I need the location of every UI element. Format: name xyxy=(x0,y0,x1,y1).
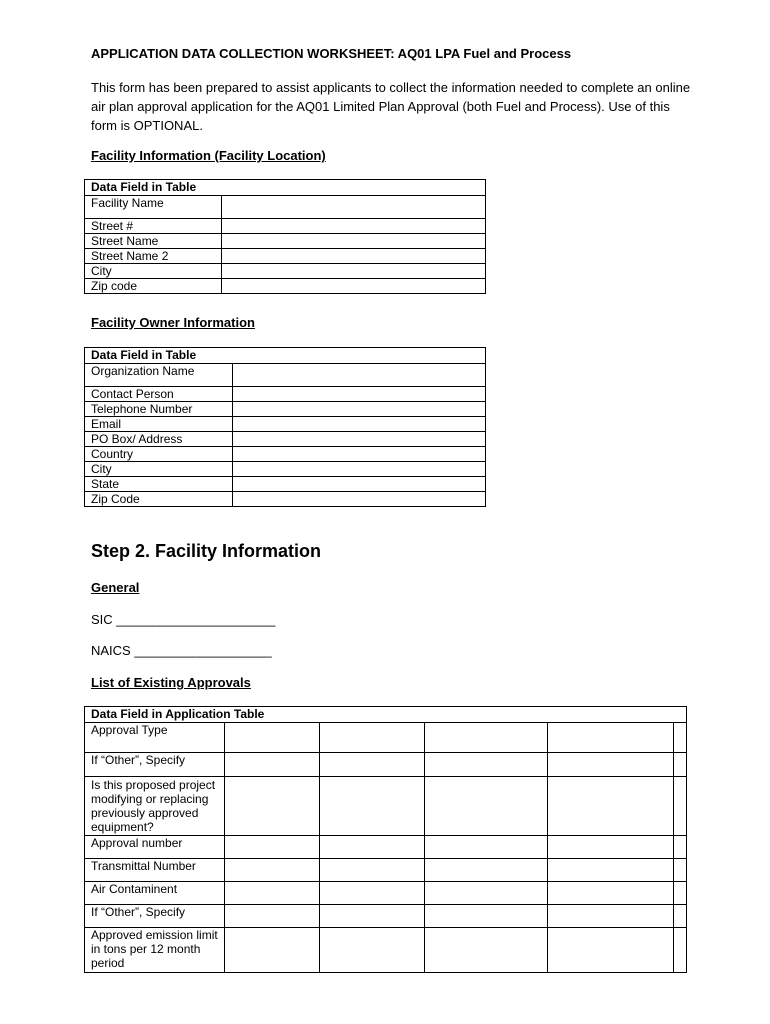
field-label: Contact Person xyxy=(85,387,233,402)
field-value-cell[interactable] xyxy=(548,859,674,882)
field-value-cell[interactable] xyxy=(674,777,687,836)
table-row xyxy=(85,348,486,364)
field-label: PO Box/ Address xyxy=(85,432,233,447)
table-row xyxy=(85,723,687,753)
field-value-cell[interactable] xyxy=(233,477,486,492)
table-row xyxy=(85,707,687,723)
field-value-cell[interactable] xyxy=(319,905,424,928)
table-row xyxy=(85,279,486,294)
field-label: Approval number xyxy=(85,836,225,859)
table-row xyxy=(85,753,687,777)
table-row xyxy=(85,387,486,402)
field-value-cell[interactable] xyxy=(674,723,687,753)
field-label: Street # xyxy=(85,219,222,234)
field-label: If “Other”, Specify xyxy=(85,905,225,928)
table-row xyxy=(85,905,687,928)
field-value-cell[interactable] xyxy=(548,836,674,859)
field-value-cell[interactable] xyxy=(225,836,319,859)
field-value-cell[interactable] xyxy=(233,447,486,462)
facility-location-heading: Facility Information (Facility Location) xyxy=(91,148,326,163)
field-value-cell[interactable] xyxy=(424,882,548,905)
table-row xyxy=(85,777,687,836)
field-value-cell[interactable] xyxy=(233,492,486,507)
table-row xyxy=(85,364,486,387)
field-value-cell[interactable] xyxy=(674,836,687,859)
sic-field[interactable]: SIC ______________________ xyxy=(91,612,276,627)
field-value-cell[interactable] xyxy=(548,905,674,928)
field-label: Zip code xyxy=(85,279,222,294)
field-label: City xyxy=(85,462,233,477)
field-value-cell[interactable] xyxy=(424,836,548,859)
facility-location-table xyxy=(84,179,486,294)
field-value-cell[interactable] xyxy=(548,723,674,753)
table-row xyxy=(85,462,486,477)
field-value-cell[interactable] xyxy=(319,928,424,973)
field-value-cell[interactable] xyxy=(225,777,319,836)
field-value-cell[interactable] xyxy=(424,928,548,973)
facility-owner-heading: Facility Owner Information xyxy=(91,315,255,330)
field-value-cell[interactable] xyxy=(424,905,548,928)
table-row xyxy=(85,836,687,859)
field-value-cell[interactable] xyxy=(674,753,687,777)
field-label: Telephone Number xyxy=(85,402,233,417)
table-row xyxy=(85,928,687,973)
approvals-table xyxy=(84,706,687,973)
table-row xyxy=(85,180,486,196)
field-label: State xyxy=(85,477,233,492)
table-row xyxy=(85,859,687,882)
table-row xyxy=(85,219,486,234)
field-label: Facility Name xyxy=(85,196,222,219)
table-row xyxy=(85,447,486,462)
field-value-cell[interactable] xyxy=(319,777,424,836)
table-row xyxy=(85,882,687,905)
field-value-cell[interactable] xyxy=(424,777,548,836)
field-label: Organization Name xyxy=(85,364,233,387)
field-value-cell[interactable] xyxy=(225,753,319,777)
field-value-cell[interactable] xyxy=(222,249,486,264)
table-header: Data Field in Application Table xyxy=(85,707,687,723)
field-label: If “Other”, Specify xyxy=(85,753,225,777)
field-value-cell[interactable] xyxy=(233,417,486,432)
field-value-cell[interactable] xyxy=(424,859,548,882)
step-2-heading: Step 2. Facility Information xyxy=(91,541,322,561)
field-value-cell[interactable] xyxy=(319,882,424,905)
table-header: Data Field in Table xyxy=(85,348,486,364)
table-row xyxy=(85,196,486,219)
facility-owner-table xyxy=(84,347,486,507)
field-value-cell[interactable] xyxy=(319,753,424,777)
field-value-cell[interactable] xyxy=(225,905,319,928)
intro-paragraph: This form has been prepared to assist applicants to collect the information needed to complete an online air plan approval application for the AQ01 Limited Plan Approval (both Fuel and Process). Use of this form is OPTIONAL. xyxy=(91,80,691,133)
field-value-cell[interactable] xyxy=(319,836,424,859)
field-value-cell[interactable] xyxy=(222,234,486,249)
field-value-cell[interactable] xyxy=(424,753,548,777)
field-value-cell[interactable] xyxy=(548,928,674,973)
table-row xyxy=(85,249,486,264)
field-value-cell[interactable] xyxy=(222,219,486,234)
table-header: Data Field in Table xyxy=(85,180,486,196)
field-label: Zip Code xyxy=(85,492,233,507)
page-title: APPLICATION DATA COLLECTION WORKSHEET: AQ01 LPA Fuel and Process xyxy=(91,46,572,61)
field-label: Street Name xyxy=(85,234,222,249)
field-value-cell[interactable] xyxy=(233,432,486,447)
field-value-cell[interactable] xyxy=(225,882,319,905)
field-value-cell[interactable] xyxy=(225,723,319,753)
table-row xyxy=(85,492,486,507)
table-row xyxy=(85,417,486,432)
field-value-cell[interactable] xyxy=(225,928,319,973)
field-value-cell[interactable] xyxy=(674,882,687,905)
field-label: Air Contaminent xyxy=(85,882,225,905)
field-value-cell[interactable] xyxy=(225,859,319,882)
field-value-cell[interactable] xyxy=(674,905,687,928)
field-value-cell[interactable] xyxy=(222,264,486,279)
field-value-cell[interactable] xyxy=(548,753,674,777)
field-value-cell[interactable] xyxy=(233,364,486,387)
table-row xyxy=(85,477,486,492)
field-label: Email xyxy=(85,417,233,432)
table-row xyxy=(85,432,486,447)
field-label: Street Name 2 xyxy=(85,249,222,264)
field-label: Approved emission limit in tons per 12 month period xyxy=(85,928,225,973)
field-label: Approval Type xyxy=(85,723,225,753)
field-label: City xyxy=(85,264,222,279)
field-label: Transmittal Number xyxy=(85,859,225,882)
table-row xyxy=(85,402,486,417)
field-value-cell[interactable] xyxy=(233,462,486,477)
field-value-cell[interactable] xyxy=(674,928,687,973)
field-value-cell[interactable] xyxy=(319,723,424,753)
general-heading: General xyxy=(91,580,140,595)
field-label: Is this proposed project modifying or replacing previously approved equipment? xyxy=(85,777,225,836)
field-value-cell[interactable] xyxy=(548,777,674,836)
field-value-cell[interactable] xyxy=(548,882,674,905)
field-value-cell[interactable] xyxy=(424,723,548,753)
table-row xyxy=(85,264,486,279)
table-row xyxy=(85,234,486,249)
field-value-cell[interactable] xyxy=(233,387,486,402)
field-value-cell[interactable] xyxy=(222,196,486,219)
naics-field[interactable]: NAICS ___________________ xyxy=(91,643,272,658)
field-value-cell[interactable] xyxy=(319,859,424,882)
approvals-heading: List of Existing Approvals xyxy=(91,675,251,690)
field-value-cell[interactable] xyxy=(674,859,687,882)
field-value-cell[interactable] xyxy=(233,402,486,417)
field-value-cell[interactable] xyxy=(222,279,486,294)
field-label: Country xyxy=(85,447,233,462)
